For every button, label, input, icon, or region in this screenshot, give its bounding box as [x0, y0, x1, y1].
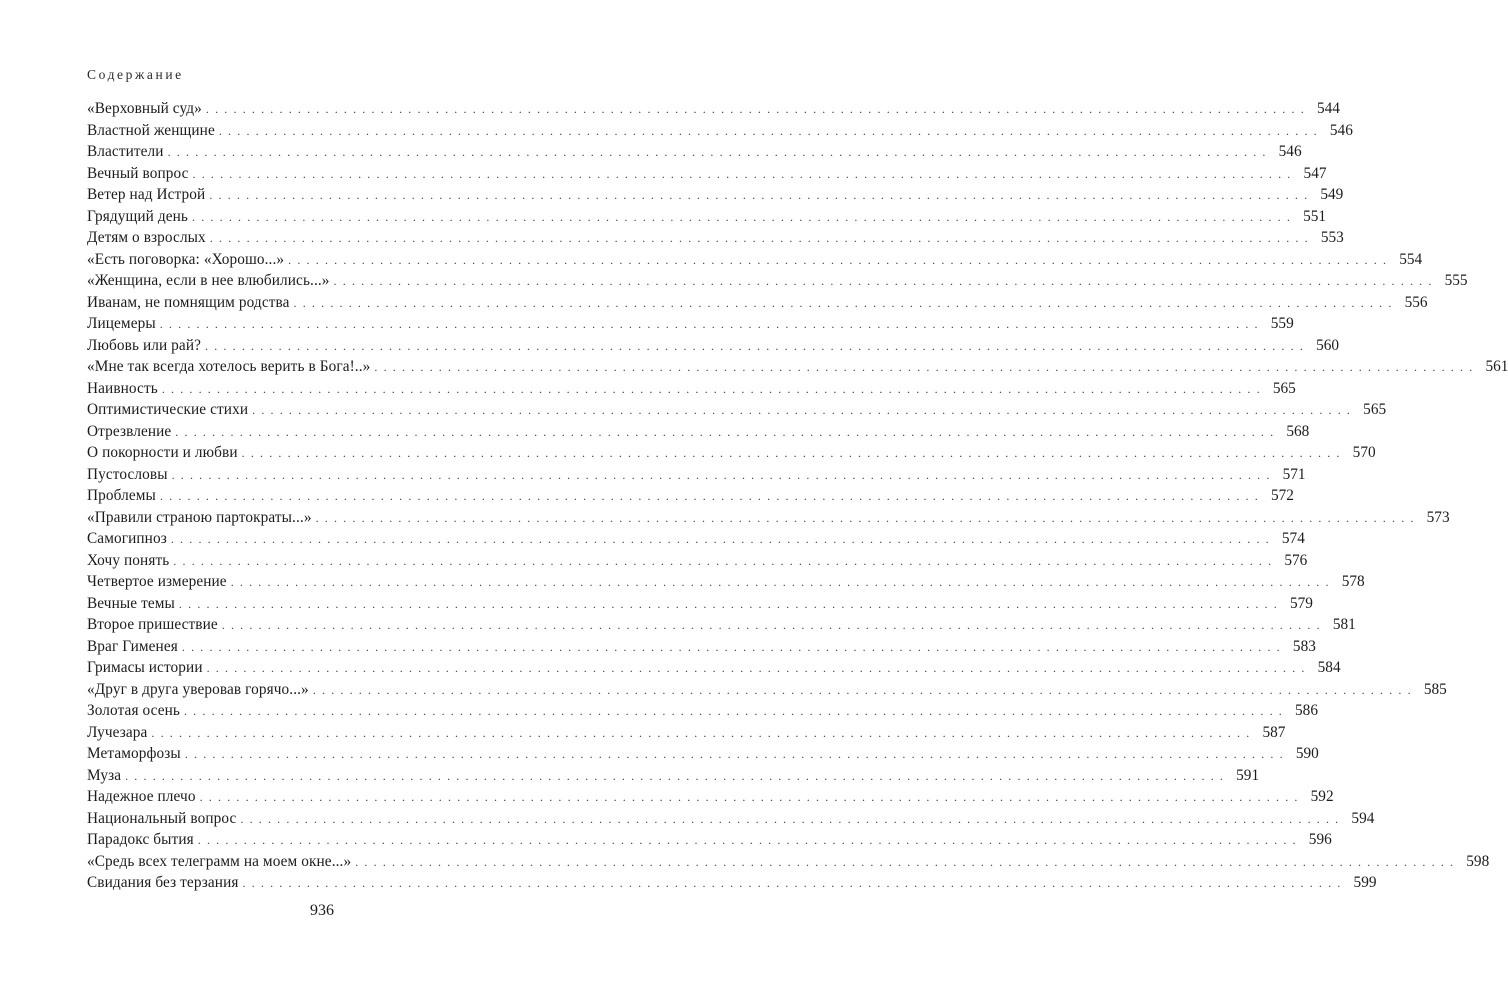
dot-leader: ........................................................................................................................ — [159, 317, 1264, 331]
toc-entry-page: 584 — [1317, 659, 1341, 676]
dot-leader: ........................................................................................................................ — [315, 510, 1420, 525]
toc-entry — [87, 141, 1302, 163]
toc-entry-title: О покорности и любви — [87, 444, 238, 461]
toc-entry — [87, 593, 1313, 615]
toc-entry-page: 556 — [1404, 293, 1428, 311]
toc-entry-page: 549 — [1320, 186, 1344, 203]
page-number: 936 — [310, 902, 334, 919]
dot-leader: ........................................................................................................................ — [205, 102, 1310, 116]
toc-entry-page: 565 — [1363, 401, 1387, 418]
toc-entry-title: Золотая осень — [87, 702, 180, 719]
toc-entry — [87, 442, 1376, 464]
toc-entry-page: 553 — [1320, 229, 1344, 246]
dot-leader: ........................................................................................................................ — [192, 166, 1297, 181]
toc-entry-page: 571 — [1282, 465, 1306, 483]
dot-leader: ........................................................................................................................ — [209, 188, 1314, 202]
toc-entry-title: Пустословы — [87, 465, 168, 483]
toc-entry-title: Детям о взрослых — [87, 229, 206, 246]
toc-entry — [87, 313, 1294, 335]
toc-entry-title: Лицемеры — [87, 315, 156, 332]
toc-entry-page: 554 — [1399, 250, 1423, 268]
toc-entry — [87, 163, 1327, 185]
toc-entry — [87, 249, 1423, 271]
toc-entry-page: 555 — [1444, 272, 1468, 289]
toc-entry — [87, 399, 1387, 421]
toc-entry-page: 572 — [1270, 487, 1294, 504]
toc-entry-title: «Верховный суд» — [87, 100, 202, 117]
toc-entry-title: Четвертое измерение — [87, 573, 227, 590]
dot-leader: ........................................................................................................................ — [199, 790, 1304, 804]
toc-entry-title: Самогипноз — [87, 530, 167, 547]
toc-entry-title: Вечные темы — [87, 594, 175, 612]
toc-entry-title: Национальный вопрос — [87, 809, 237, 827]
toc-entry-title: Иванам, не помнящим родства — [87, 293, 290, 311]
toc-entry — [87, 614, 1356, 636]
dot-leader: ........................................................................................................................ — [209, 231, 1314, 245]
toc-entry-title: Властители — [87, 143, 164, 160]
toc-entry-title: Любовь или рай? — [87, 336, 202, 354]
toc-entry — [87, 743, 1319, 765]
dot-leader: ........................................................................................................................ — [241, 446, 1346, 460]
dot-leader: ........................................................................................................................ — [183, 704, 1288, 718]
table-of-contents — [87, 98, 1508, 894]
toc-entry-title: Второе пришествие — [87, 616, 218, 633]
dot-leader: ........................................................................................................................ — [355, 854, 1460, 869]
dot-leader: ........................................................................................................................ — [197, 833, 1302, 847]
toc-entry — [87, 98, 1340, 120]
toc-entry-title: Грядущий день — [87, 207, 189, 225]
toc-entry-page: 565 — [1272, 379, 1296, 397]
toc-entry-title: «Правили страною партократы...» — [87, 508, 312, 526]
toc-entry-title: «Мне так всегда хотелось верить в Бога!..» — [87, 358, 371, 375]
toc-entry-title: Проблемы — [87, 487, 156, 504]
dot-leader: ........................................................................................................................ — [333, 274, 1438, 288]
toc-entry — [87, 292, 1428, 314]
toc-entry-page: 598 — [1466, 852, 1490, 870]
toc-entry — [87, 808, 1375, 830]
toc-entry-title: Враг Гименея — [87, 637, 178, 655]
toc-entry — [87, 700, 1318, 722]
toc-entry-title: Вечный вопрос — [87, 164, 189, 182]
toc-entry — [87, 765, 1260, 787]
dot-leader: ........................................................................................................................ — [178, 596, 1283, 611]
dot-leader: ........................................................................................................................ — [205, 338, 1310, 353]
toc-entry-title: Наивность — [87, 379, 158, 397]
toc-entry — [87, 270, 1468, 292]
toc-entry-page: 546 — [1329, 121, 1353, 139]
toc-entry-title: Гримасы истории — [87, 659, 203, 676]
toc-entry — [87, 679, 1447, 701]
toc-entry — [87, 335, 1340, 357]
dot-leader: ........................................................................................................................ — [242, 876, 1347, 890]
toc-entry — [87, 356, 1508, 378]
toc-entry-title: «Есть поговорка: «Хорошо...» — [87, 250, 285, 268]
dot-leader: ........................................................................................................................ — [230, 575, 1335, 589]
dot-leader: ........................................................................................................................ — [206, 661, 1311, 675]
dot-leader: ........................................................................................................................ — [184, 747, 1289, 761]
dot-leader: ........................................................................................................................ — [181, 639, 1286, 654]
toc-entry-page: 551 — [1303, 207, 1327, 225]
toc-entry-page: 585 — [1423, 680, 1447, 698]
toc-entry-title: «Женщина, если в нее влюбились...» — [87, 272, 330, 289]
toc-entry — [87, 528, 1305, 550]
dot-leader: ........................................................................................................................ — [159, 489, 1264, 503]
toc-entry-page: 599 — [1353, 874, 1377, 891]
dot-leader: ........................................................................................................................ — [252, 403, 1357, 417]
toc-entry-title: Властной женщине — [87, 121, 215, 139]
toc-entry-page: 594 — [1351, 809, 1375, 827]
dot-leader: ........................................................................................................................ — [218, 123, 1323, 138]
dot-leader: ........................................................................................................................ — [173, 553, 1278, 568]
toc-entry-page: 544 — [1316, 100, 1340, 117]
toc-entry — [87, 872, 1377, 894]
toc-entry-title: Оптимистические стихи — [87, 401, 249, 418]
toc-entry — [87, 550, 1308, 572]
toc-entry-title: Парадокс бытия — [87, 831, 194, 848]
dot-leader: ........................................................................................................................ — [192, 209, 1297, 224]
running-header: Содержание — [87, 67, 184, 82]
toc-entry-page: 583 — [1292, 637, 1316, 655]
toc-entry-page: 546 — [1278, 143, 1302, 160]
dot-leader: ........................................................................................................................ — [170, 532, 1275, 546]
dot-leader: ........................................................................................................................ — [171, 467, 1276, 482]
toc-entry-page: 579 — [1289, 594, 1313, 612]
toc-entry-page: 568 — [1286, 422, 1310, 440]
dot-leader: ........................................................................................................................ — [161, 381, 1266, 396]
toc-entry — [87, 722, 1286, 744]
toc-entry-page: 581 — [1332, 616, 1356, 633]
toc-entry-title: Метаморфозы — [87, 745, 181, 762]
toc-entry-page: 570 — [1352, 444, 1376, 461]
toc-entry — [87, 421, 1310, 443]
toc-entry-page: 561 — [1485, 358, 1508, 375]
toc-entry-title: Отрезвление — [87, 422, 172, 440]
toc-entry — [87, 184, 1344, 206]
dot-leader: ........................................................................................................................ — [175, 424, 1280, 439]
toc-entry-title: «Друг в друга уверовав горячо...» — [87, 680, 309, 698]
toc-entry-page: 578 — [1341, 573, 1365, 590]
dot-leader: ........................................................................................................................ — [151, 725, 1256, 740]
toc-entry — [87, 378, 1296, 400]
toc-entry-title: Ветер над Истрой — [87, 186, 206, 203]
dot-leader: ........................................................................................................................ — [312, 682, 1417, 697]
toc-entry — [87, 851, 1490, 873]
toc-entry — [87, 636, 1316, 658]
toc-entry-page: 591 — [1236, 766, 1260, 784]
toc-entry-page: 574 — [1281, 530, 1305, 547]
toc-entry-page: 590 — [1295, 745, 1319, 762]
toc-entry — [87, 120, 1353, 142]
toc-entry-title: Муза — [87, 766, 122, 784]
toc-entry — [87, 829, 1332, 851]
dot-leader: ........................................................................................................................ — [167, 145, 1272, 159]
toc-entry-title: Свидания без терзания — [87, 874, 239, 891]
toc-entry-page: 573 — [1426, 508, 1450, 526]
toc-entry-page: 576 — [1284, 551, 1308, 569]
toc-entry — [87, 485, 1294, 507]
toc-entry — [87, 786, 1334, 808]
toc-entry-page: 587 — [1262, 723, 1286, 741]
toc-entry-page: 559 — [1270, 315, 1294, 332]
toc-entry-page: 592 — [1310, 788, 1334, 805]
dot-leader: ........................................................................................................................ — [221, 618, 1326, 632]
toc-entry-page: 586 — [1295, 702, 1318, 719]
toc-entry-title: Надежное плечо — [87, 788, 196, 805]
dot-leader: ........................................................................................................................ — [240, 811, 1345, 826]
toc-entry-page: 560 — [1316, 336, 1340, 354]
dot-leader: ........................................................................................................................ — [288, 252, 1393, 267]
dot-leader: ........................................................................................................................ — [125, 768, 1230, 783]
toc-entry — [87, 657, 1341, 679]
toc-entry — [87, 206, 1327, 228]
toc-entry — [87, 464, 1306, 486]
toc-entry-title: Хочу понять — [87, 551, 170, 569]
toc-entry-page: 547 — [1303, 164, 1327, 182]
dot-leader: ........................................................................................................................ — [374, 360, 1479, 374]
dot-leader: ........................................................................................................................ — [293, 295, 1398, 310]
toc-entry — [87, 227, 1344, 249]
toc-entry-page: 596 — [1308, 831, 1332, 848]
toc-entry — [87, 571, 1365, 593]
toc-entry-title: «Средь всех телеграмм на моем окне...» — [87, 852, 352, 870]
toc-entry — [87, 507, 1450, 529]
toc-entry-title: Лучезара — [87, 723, 148, 741]
